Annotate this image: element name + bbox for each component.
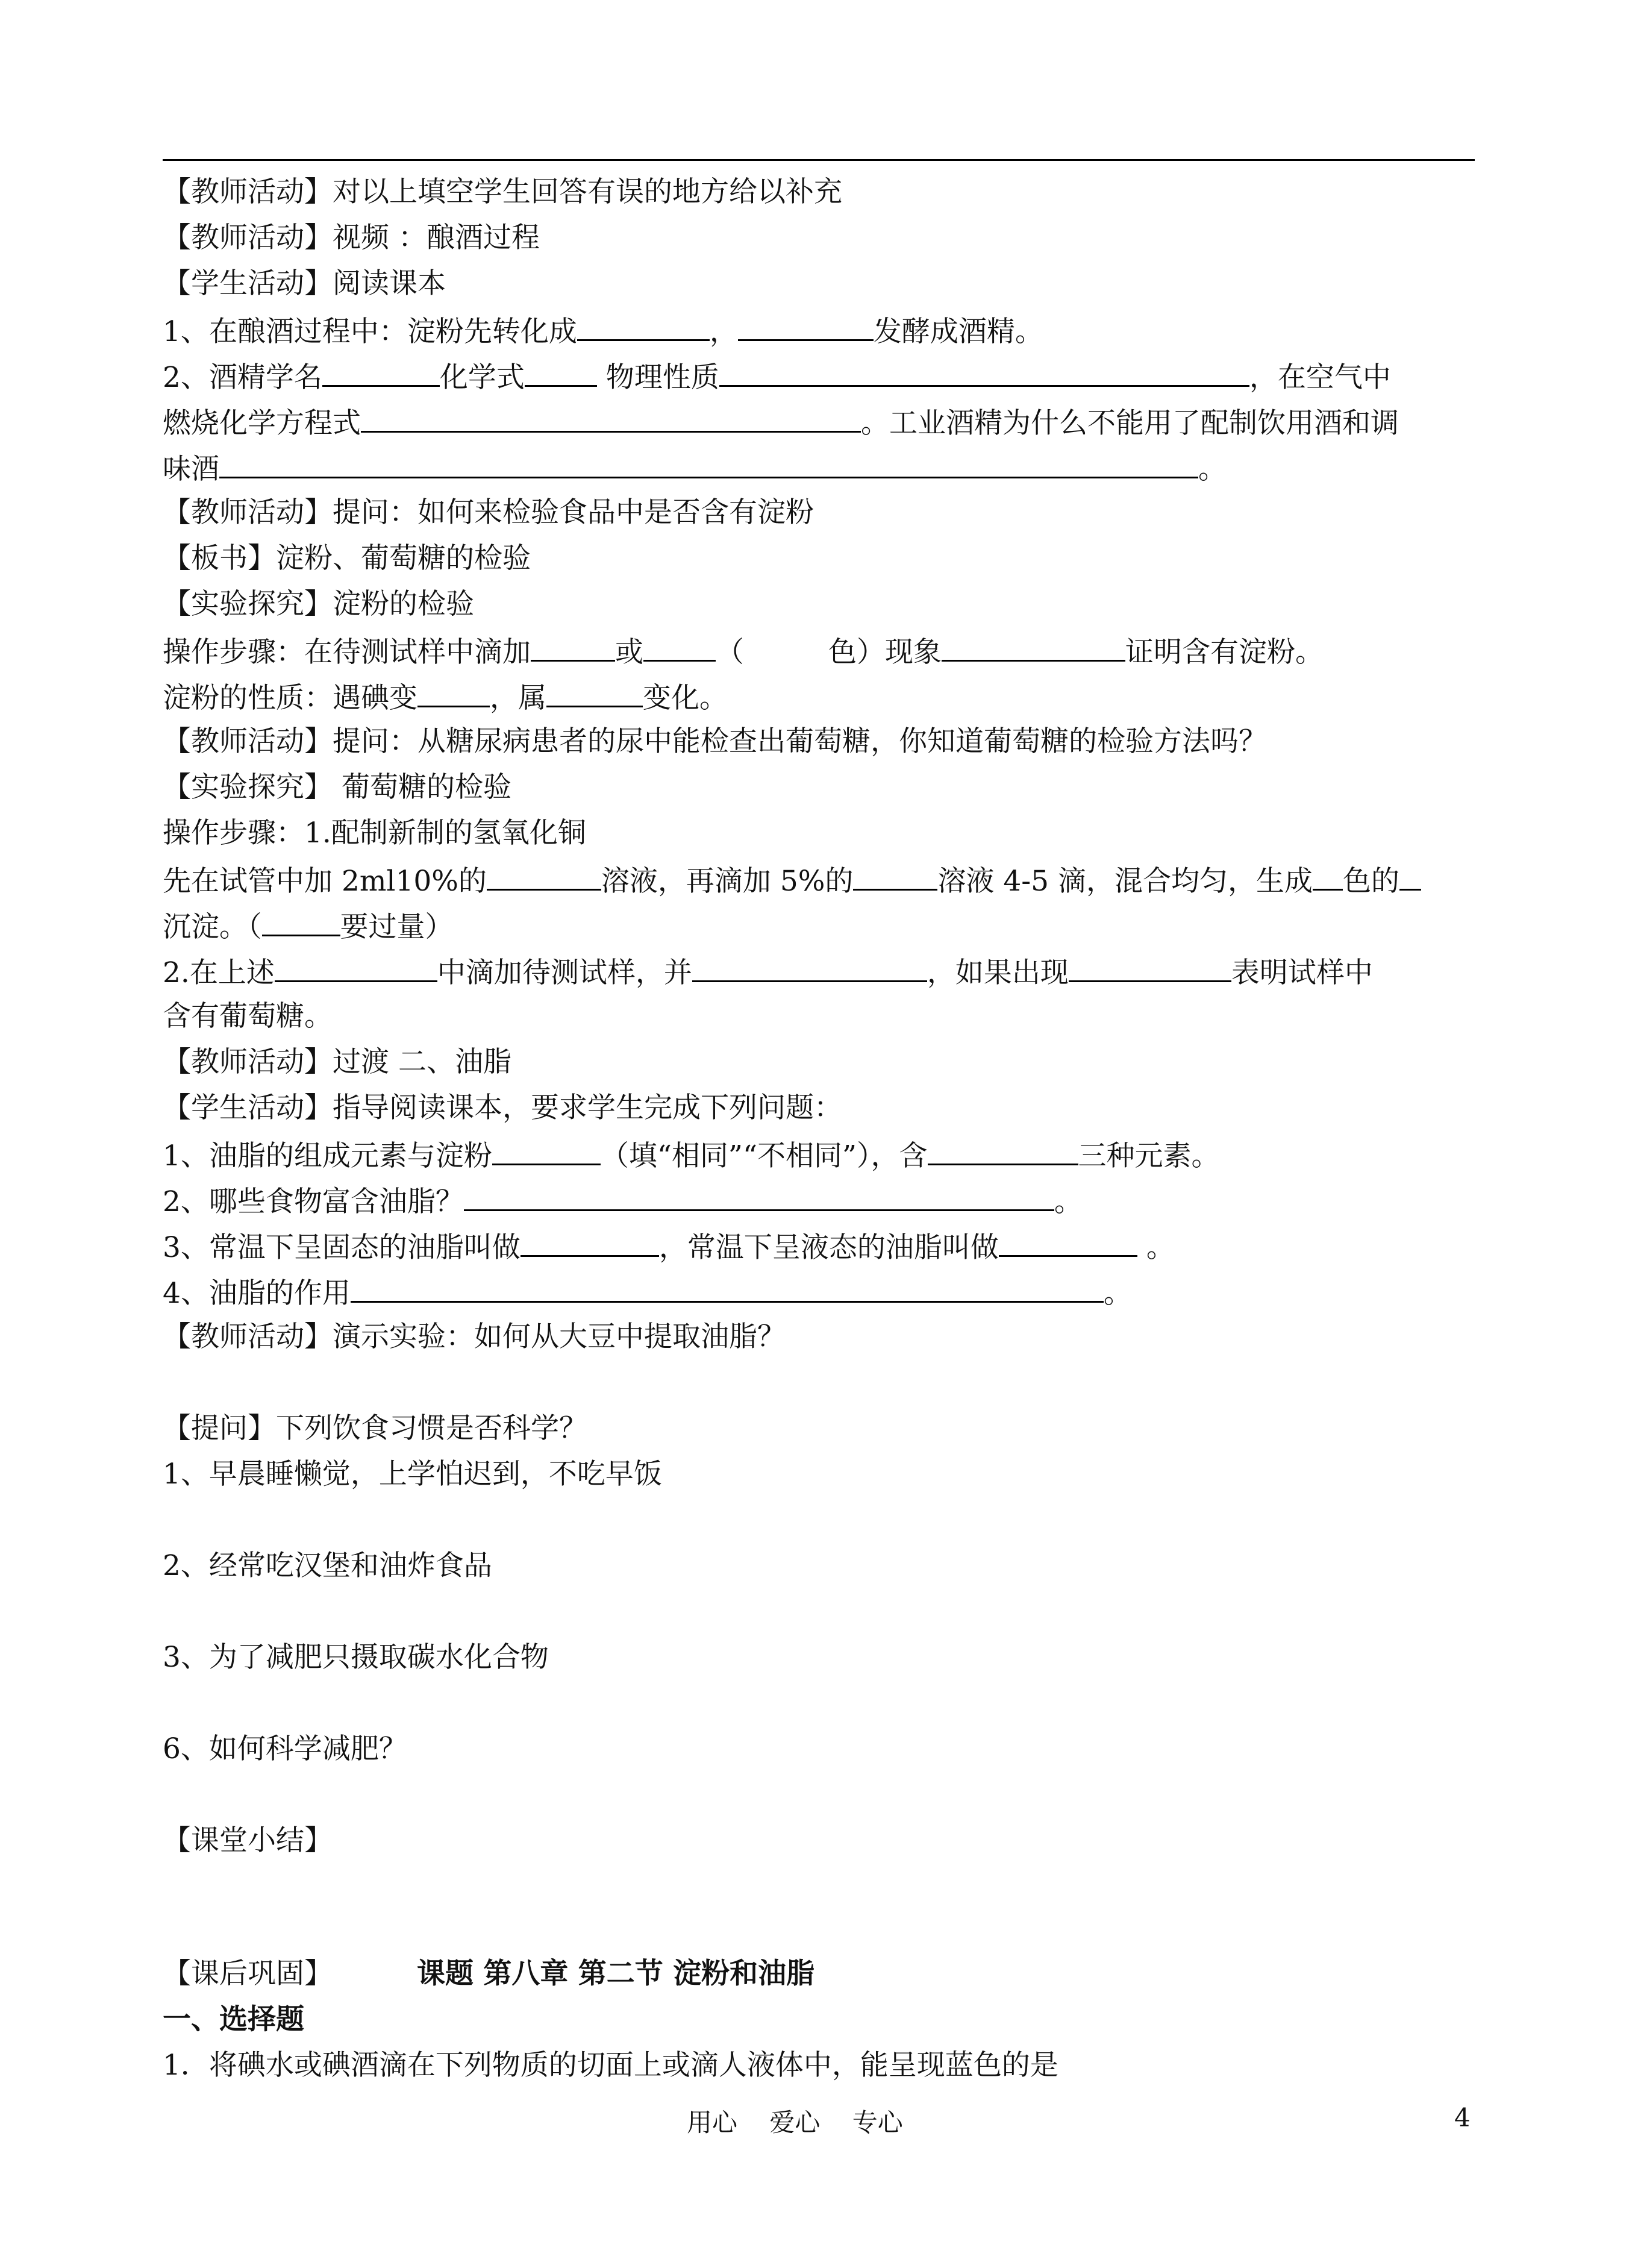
question-line: 操作步骤：在待测试样中滴加 或 （ 色）现象 证明含有淀粉。: [163, 627, 1324, 673]
question-line: 味酒 。: [163, 444, 1227, 490]
text-line: 【学生活动】阅读课本: [163, 267, 446, 300]
blank[interactable]: [853, 856, 937, 891]
text-line: 操作步骤：1.配制新制的氢氧化铜: [163, 816, 586, 850]
text-line: 【课堂小结】: [163, 1824, 333, 1857]
text-line: 【实验探究】淀粉的检验: [163, 587, 474, 621]
text-line: 【学生活动】指导阅读课本，要求学生完成下列问题：: [163, 1091, 842, 1124]
text-line: 【教师活动】提问：从糖尿病患者的尿中能检查出葡萄糖，你知道葡萄糖的检验方法吗？: [163, 725, 1267, 758]
text-line: 1、早晨睡懒觉，上学怕迟到，不吃早饭: [163, 1458, 662, 1491]
header-rule: [163, 159, 1475, 161]
question-line: 先在试管中加 2ml10%的 溶液，再滴加 5%的 溶液 4-5 滴，混合均匀，生成 色的: [163, 856, 1421, 902]
text-line: 【教师活动】视频 ：酿酒过程: [163, 221, 540, 254]
blank[interactable]: [738, 307, 874, 341]
text-line: 【提问】下列饮食习惯是否科学？: [163, 1412, 587, 1445]
question-line: 淀粉的性质：遇碘变 ，属 变化。: [163, 673, 728, 719]
blank[interactable]: [322, 352, 440, 387]
lesson-title: 课题 第八章 第二节 淀粉和油脂: [417, 1957, 815, 1990]
blank[interactable]: [577, 307, 710, 341]
question-line: 3、常温下呈固态的油脂叫做 ，常温下呈液态的油脂叫做 。: [163, 1223, 1175, 1268]
blank[interactable]: [643, 627, 716, 662]
blank[interactable]: [361, 398, 861, 433]
blank[interactable]: [525, 352, 597, 387]
blank[interactable]: [999, 1223, 1137, 1257]
question-line: 4、油脂的作用 。: [163, 1268, 1132, 1314]
text-line: 6、如何科学减肥？: [163, 1732, 407, 1765]
text-line: 1．将碘水或碘酒滴在下列物质的切面上或滴人液体中，能呈现蓝色的是: [163, 2049, 1058, 2082]
blank[interactable]: [521, 1223, 659, 1257]
blank[interactable]: [464, 1177, 1054, 1211]
section-heading: 【课后巩固】 课题 第八章 第二节 淀粉和油脂: [163, 1957, 815, 1990]
blank[interactable]: [262, 902, 340, 936]
blank[interactable]: [942, 627, 1125, 662]
blank[interactable]: [928, 1131, 1078, 1165]
question-line: 2、酒精学名 化学式 物理性质 ，在空气中: [163, 352, 1391, 398]
blank[interactable]: [719, 352, 1249, 387]
question-line: 燃烧化学方程式 。工业酒精为什么不能用了配制饮用酒和调: [163, 398, 1399, 444]
question-line: 2.在上述 中滴加待测试样，并 ，如果出现 表明试样中: [163, 948, 1373, 994]
footer-text: 用心 爱心 专心: [687, 2108, 903, 2137]
text-line: 【实验探究】 葡萄糖的检验: [163, 771, 511, 804]
section-heading: 一、选择题: [163, 2003, 304, 2036]
blank[interactable]: [546, 673, 643, 707]
text-line: 【教师活动】提问：如何来检验食品中是否含有淀粉: [163, 496, 814, 529]
text-line: 【教师活动】演示实验：如何从大豆中提取油脂？: [163, 1320, 786, 1353]
blank[interactable]: [1069, 948, 1231, 982]
text-line: 【教师活动】对以上填空学生回答有误的地方给以补充: [163, 175, 842, 208]
question-line: 2、哪些食物富含油脂？ 。: [163, 1177, 1083, 1223]
text-line: 2、经常吃汉堡和油炸食品: [163, 1549, 492, 1582]
question-line: 1、油脂的组成元素与淀粉 （填“相同”“不相同”），含 三种元素。: [163, 1131, 1220, 1177]
page-number: 4: [1454, 2103, 1471, 2132]
blank[interactable]: [531, 627, 615, 662]
blank[interactable]: [1399, 856, 1421, 891]
text-line: 【板书】淀粉、葡萄糖的检验: [163, 542, 531, 575]
text-line: 含有葡萄糖。: [163, 1000, 333, 1033]
blank[interactable]: [692, 948, 927, 982]
question-line: 沉淀。（ 要过量）: [163, 902, 454, 948]
question-line: 1、在酿酒过程中：淀粉先转化成 ， 发酵成酒精。: [163, 307, 1043, 352]
blank[interactable]: [492, 1131, 601, 1165]
text-line: 【教师活动】过渡 二、油脂: [163, 1045, 511, 1079]
blank[interactable]: [417, 673, 490, 707]
text-line: 3、为了减肥只摄取碳水化合物: [163, 1641, 549, 1674]
blank[interactable]: [351, 1268, 1104, 1303]
blank[interactable]: [275, 948, 437, 982]
blank[interactable]: [219, 444, 1198, 478]
blank[interactable]: [1313, 856, 1343, 891]
blank[interactable]: [487, 856, 601, 891]
